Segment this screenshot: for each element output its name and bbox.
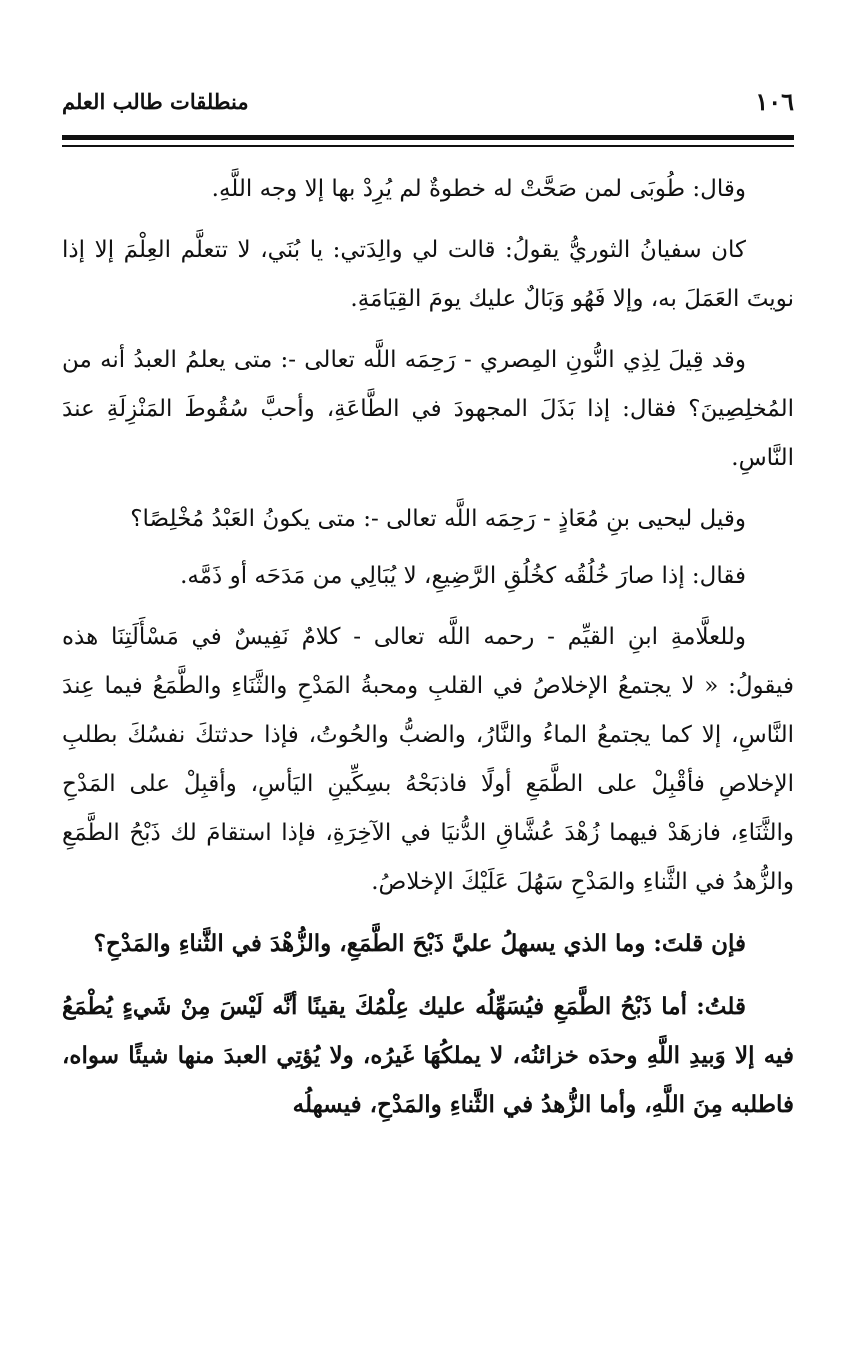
book-title: منطلقات طالب العلم <box>62 88 249 114</box>
page-number: ١٠٦ <box>755 86 794 116</box>
paragraph-yahya-answer: فقال: إذا صارَ خُلُقُه كخُلُقِ الرَّضِيعِ، لا يُبَالِي من مَدَحَه أو ذَمَّه. <box>180 563 746 589</box>
paragraph-tuba: وقال: طُوبَى لمن صَحَّتْ له خطوةٌ لم يُرِدْ بها إلا وجه اللَّهِ. <box>211 176 746 202</box>
question-heading: فإن قلتَ: وما الذي يسهلُ عليَّ ذَبْحَ الطَّمَعِ، والزُّهْدَ في الثَّناءِ والمَدْحِ؟ <box>93 930 746 957</box>
running-head <box>62 84 794 118</box>
header-rule-thin <box>62 145 794 147</box>
paragraph-answer: قلتُ: أما ذَبْحُ الطَّمَعِ فيُسَهِّلُه عليك عِلْمُكَ يقينًا أنَّه لَيْسَ مِنْ شَيءٍ يُطْمَعُ فيه إلا وَبيدِ اللَّهِ وحدَه خزائنُه، لا يملكُهَا غَيرُه، ولا يُؤتِي العبدَ منها شيئًا سواه، فاطلبه مِنَ اللَّهِ، وأما الزُّهدُ في الثَّناءِ والمَدْحِ، فيسهلُه <box>62 993 794 1118</box>
header-rule-thick <box>62 135 794 140</box>
paragraph-yahya-question: وقيل ليحيى بنِ مُعَاذٍ - رَحِمَه اللَّه تعالى -: متى يكونُ العَبْدُ مُخْلِصًا؟ <box>130 506 746 532</box>
body-text <box>62 165 794 1141</box>
paragraph-sufyan: كان سفيانُ الثوريُّ يقولُ: قالت لي والِدَتي: يا بُنَي، لا تتعلَّم العِلْمَ إلا إذا نويتَ العَمَلَ به، وإلا فَهُو وَبَالٌ عليك يومَ القِيَامَةِ. <box>62 237 794 312</box>
paragraph-ibn-qayyim: وللعلَّامةِ ابنِ القيِّم - رحمه اللَّه تعالى - كلامٌ نَفِيسٌ في مَسْأَلَتِنَا هذه فيقولُ: « لا يجتمعُ الإخلاصُ في القلبِ ومحبةُ المَدْحِ والثَّنَاءِ والطَّمَعُ فيما عِندَ النَّاسِ، إلا كما يجتمعُ الماءُ والنَّارُ، والضبُّ والحُوتُ، فإذا حدثتكَ نفسُكَ بطلبِ الإخلاصِ فأقْبِلْ على الطَّمَعِ أولًا فاذبَحْهُ بسِكِّينِ اليَأسِ، وأقبِلْ على المَدْحِ والثَّنَاءِ، فازهَدْ فيهما زُهْدَ عُشَّاقِ الدُّنيَا في الآخِرَةِ، فإذا استقامَ لك ذَبْحُ الطَّمَعِ والزُّهدُ في الثَّناءِ والمَدْحِ سَهُلَ عَلَيْكَ الإخلاصُ. <box>62 624 794 895</box>
paragraph-dhun-nun: وقد قِيلَ لِذِي النُّونِ المِصري - رَحِمَه اللَّه تعالى -: متى يعلمُ العبدُ أنه من المُخلِصِينَ؟ فقال: إذا بَذَلَ المجهودَ في الطَّاعَةِ، وأحبَّ سُقُوطَ المَنْزِلَةِ عندَ النَّاسِ. <box>62 347 794 471</box>
